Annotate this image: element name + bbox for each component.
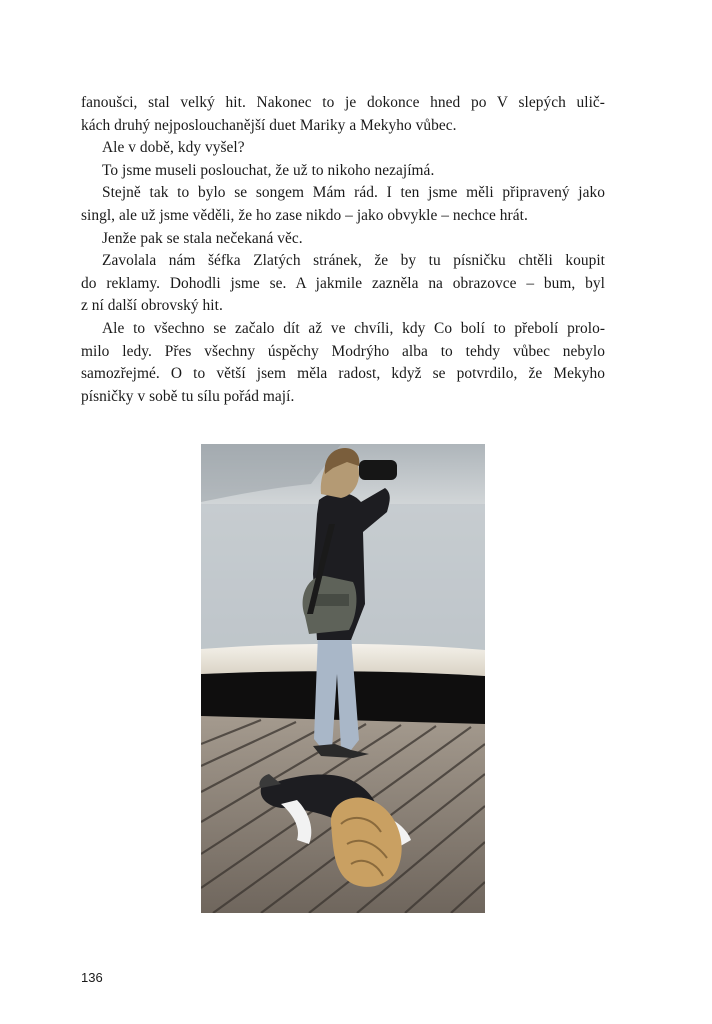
text-line: z ní další obrovský hit.: [81, 297, 223, 315]
photograph: [201, 444, 485, 913]
text-line: Ale v době, kdy vyšel?: [102, 139, 245, 157]
text-line: milo ledy. Přes všechny úspěchy Modrýho alba to tehdy vůbec nebylo: [81, 342, 605, 360]
text-line: Zavolala nám šéfka Zlatých stránek, že by tu písničku chtěli koupit: [102, 252, 605, 270]
text-line: písničky v sobě tu sílu pořád mají.: [81, 387, 295, 405]
text-line: fanoušci, stal velký hit. Nakonec to je dokonce hned po V slepých ulič-: [81, 94, 605, 111]
text-line: do reklamy. Dohodli jsme se. A jakmile zazněla na obrazovce – bum, byl: [81, 274, 605, 292]
binoculars: [359, 460, 397, 480]
text-line: Jenže pak se stala nečekaná věc.: [102, 229, 303, 247]
text-line: Ale to všechno se začalo dít až ve chvíli, kdy Co bolí to přebolí prolo-: [102, 319, 605, 337]
text-line: To jsme museli poslouchat, že už to nikoho nezajímá.: [102, 161, 435, 179]
page-number: 136: [81, 970, 103, 985]
body-text: [81, 92, 605, 408]
text-line: Stejně tak to bylo se songem Mám rád. I ten jsme měli připravený jako: [102, 184, 605, 202]
text-line: kách druhý nejposlouchanější duet Mariky a Mekyho vůbec.: [81, 116, 457, 134]
text-line: singl, ale už jsme věděli, že ho zase nikdo – jako obvykle – nechce hrát.: [81, 206, 528, 224]
text-line: samozřejmé. O to větší jsem měla radost, když se potvrdilo, že Mekyho: [81, 365, 605, 383]
photo-illustration: [201, 444, 485, 913]
